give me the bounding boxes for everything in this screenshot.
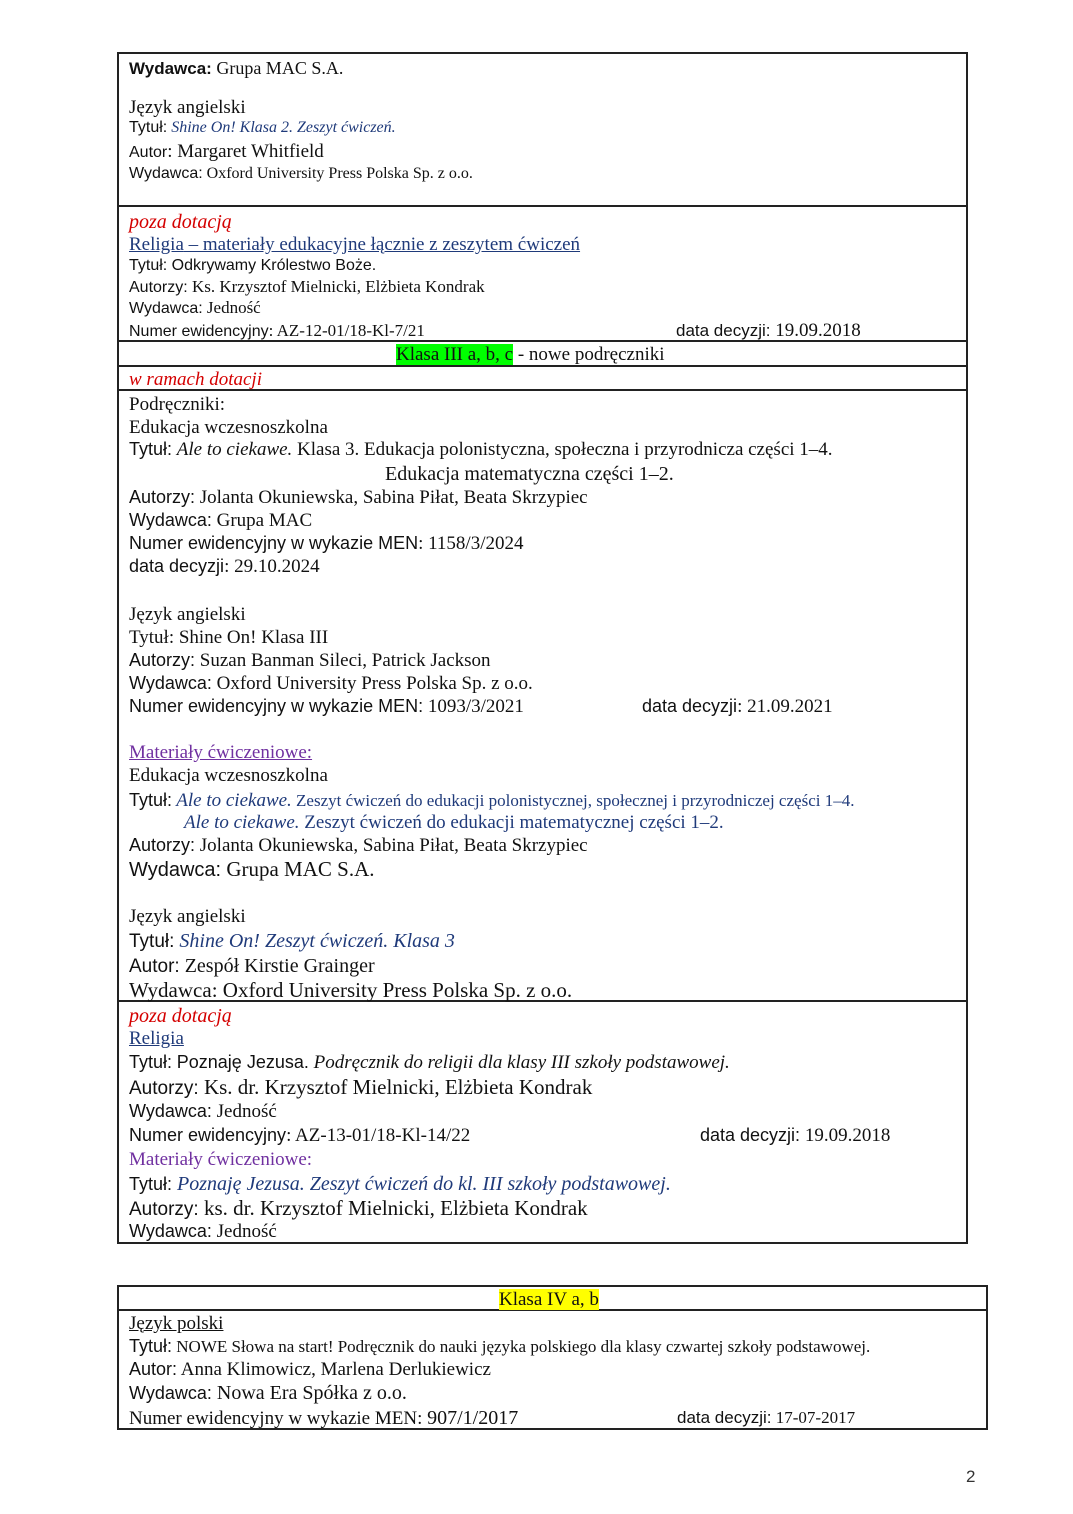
s3-english-title: Tytuł: Shine On! Klasa III xyxy=(129,627,329,648)
s3-english-publisher-value: Oxford University Press Polska Sp. z o.o. xyxy=(216,673,533,694)
s3-english-date-line xyxy=(642,697,833,716)
s1-publisher-label: Wydawca: xyxy=(129,165,203,182)
klasa3-heading-highlight: Klasa III a, b, c xyxy=(396,344,514,365)
s3-exercise-title-italic: Ale to ciekawe. xyxy=(176,790,292,811)
s2-date-line xyxy=(676,321,861,340)
s4-exercise-title-label: Tytuł: xyxy=(129,1174,173,1194)
s3-english-date-label: data decyzji xyxy=(642,696,738,716)
row-divider xyxy=(117,205,968,207)
s3-exercise-english-title-value: Shine On! Zeszyt ćwiczeń. Klasa 3 xyxy=(179,930,455,952)
klasa4-date-line xyxy=(677,1409,855,1426)
klasa4-heading-highlight: Klasa IV a, b xyxy=(499,1289,599,1310)
s3-authors-line xyxy=(129,488,588,507)
s1-publisher-line xyxy=(129,166,473,182)
s3-exercise-authors-value: Jolanta Okuniewska, Sabina Piłat, Beata Skrzypiec xyxy=(199,835,588,856)
s3-exercise-title-line2 xyxy=(184,813,724,832)
s3-number-line xyxy=(129,534,523,553)
s3-english-authors-value: Suzan Banman Sileci, Patrick Jackson xyxy=(199,650,491,671)
klasa4-date-value: 17-07-2017 xyxy=(775,1408,856,1427)
s3-exercise-publisher-label: Wydawca: xyxy=(129,859,222,881)
s4-publisher-line xyxy=(129,1102,277,1121)
s3-english-number-label: Numer ewidencyjny w wykazie MEN: xyxy=(129,696,424,716)
s4-number-value: : AZ-13-01/18-Kl-14/22 xyxy=(286,1125,471,1146)
s2-publisher-line xyxy=(129,299,261,317)
s3-english-authors-line xyxy=(129,651,491,670)
klasa4-number-value: 907/1/2017 xyxy=(427,1407,519,1429)
s3-english-number-value: 1093/3/2021 xyxy=(427,696,524,717)
klasa4-author-value: Anna Klimowicz, Marlena Derlukiewicz xyxy=(180,1359,491,1380)
s3-date-line xyxy=(129,557,320,576)
klasa4-publisher-value: Nowa Era Spółka z o.o. xyxy=(216,1382,407,1404)
s1-title-label: Tytuł: xyxy=(129,119,168,136)
s2-authors-label: Autorzy: xyxy=(129,279,188,296)
klasa3-heading-rest: - nowe podręczniki xyxy=(513,344,665,365)
s4-exercise-materials-heading: Materiały ćwiczeniowe: xyxy=(129,1149,313,1170)
s4-authors-value: Ks. dr. Krzysztof Mielnicki, Elżbieta Kondrak xyxy=(203,1075,593,1099)
klasa4-author-label: Autor: xyxy=(129,1359,178,1379)
s3-exercise-english-author-value: Zespół Kirstie Grainger xyxy=(184,955,375,977)
page-number: 2 xyxy=(966,1467,976,1486)
klasa4-number-label: Numer ewidencyjny w wykazie MEN: xyxy=(129,1408,423,1429)
s4-number-line xyxy=(129,1126,470,1145)
s4-exercise-title-line xyxy=(129,1174,671,1194)
s3-english-publisher-line xyxy=(129,674,533,693)
s2-number-value: : AZ-12-01/18-Kl-7/21 xyxy=(268,321,425,340)
s3-authors-label: Autorzy: xyxy=(129,487,196,507)
s2-religion-desc: – materiały edukacyjne łącznie z zeszytem ćwiczeń xyxy=(183,234,581,255)
s3-exercise-authors-line xyxy=(129,836,588,855)
s3-number-value: : 1158/3/2024 xyxy=(418,533,524,554)
s1-author-line xyxy=(129,142,324,161)
s2-date-label: data decyzji: xyxy=(676,321,771,340)
s4-authors-label: Autorzy: xyxy=(129,1078,199,1099)
s3-exercise-publisher-value: Grupa MAC S.A. xyxy=(226,857,375,881)
s3-publisher-value: Grupa MAC xyxy=(216,510,313,531)
s3-exercise-title-line xyxy=(129,791,854,810)
s4-title-italic: Podręcznik do religii dla klasy III szkoły podstawowej. xyxy=(308,1052,730,1073)
s1-title-line xyxy=(129,120,396,136)
s1-author-label: Autor xyxy=(129,144,168,161)
s4-date-line xyxy=(700,1126,890,1145)
klasa4-publisher-label: Wydawca: xyxy=(129,1383,212,1403)
s2-religion-line xyxy=(129,235,580,254)
klasa4-date-label: data decyzji: xyxy=(677,1408,772,1427)
klasa4-title-line xyxy=(129,1337,870,1355)
s2-publisher-value: Jedność xyxy=(206,298,261,317)
s3-authors-value: Jolanta Okuniewska, Sabina Piłat, Beata Skrzypiec xyxy=(199,487,588,508)
s3-exercise-materials-heading: Materiały ćwiczeniowe: xyxy=(129,742,313,763)
klasa3-heading xyxy=(396,345,665,364)
s3-exercise-publisher-line xyxy=(129,859,375,880)
s3-title-line2: Edukacja matematyczna części 1–2. xyxy=(385,463,674,485)
klasa4-author-line xyxy=(129,1360,491,1379)
s3-exercise-english-heading: Język angielski xyxy=(129,906,246,927)
klasa4-number-line xyxy=(129,1408,518,1428)
s4-exercise-authors-label: Autorzy: xyxy=(129,1199,199,1220)
row-divider xyxy=(117,365,968,367)
s3-exercise-authors-label: Autorzy: xyxy=(129,835,196,855)
s4-publisher-value: Jedność xyxy=(216,1101,277,1122)
s4-title-label: Tytuł: xyxy=(129,1052,173,1072)
s3-publisher-line xyxy=(129,511,312,530)
s3-english-date-value: : 21.09.2021 xyxy=(737,696,833,717)
s1-author-value: : Margaret Whitfield xyxy=(167,141,324,162)
s4-number-label: Numer ewidencyjny xyxy=(129,1125,287,1145)
s2-number-line xyxy=(129,322,425,340)
s3-exercise-subject: Edukacja wczesnoszkolna xyxy=(129,765,328,786)
s3-english-authors-label: Autorzy: xyxy=(129,650,196,670)
s3-english-publisher-label: Wydawca: xyxy=(129,673,212,693)
s4-authors-line xyxy=(129,1077,592,1098)
s2-publisher-label: Wydawca: xyxy=(129,300,203,317)
s3-exercise-english-publisher: Wydawca: Oxford University Press Polska Sp. z o.o. xyxy=(129,978,573,1002)
klasa4-title-label: Tytuł: xyxy=(129,1336,173,1356)
s4-date-value: 19.09.2018 xyxy=(804,1125,891,1146)
s3-date-label: data decyzji xyxy=(129,556,225,576)
s4-exercise-publisher-value: Jedność xyxy=(216,1221,277,1242)
s3-exercise-title-rest: Zeszyt ćwiczeń do edukacji polonistycznej, społecznej i przyrodniczej części 1–4. xyxy=(291,791,855,810)
s3-exercise-title2-italic: Ale to ciekawe. xyxy=(184,812,300,833)
s3-exercise-title2-rest: Zeszyt ćwiczeń do edukacji matematycznej części 1–2. xyxy=(299,812,724,833)
s4-exercise-publisher-line xyxy=(129,1222,277,1241)
s4-title-line xyxy=(129,1053,730,1072)
s3-title-rest: Klasa 3. Edukacja polonistyczna, społeczna i przyrodnicza części 1–4. xyxy=(292,439,833,460)
s3-textbooks-heading: Podręczniki: xyxy=(129,394,226,415)
s1-wydawca-value: Grupa MAC S.A. xyxy=(216,58,344,78)
s1-wydawca-line xyxy=(129,59,343,77)
klasa4-title-value: NOWE Słowa na start! Podręcznik do nauki języka polskiego dla klasy czwartej szkoły podstawowej. xyxy=(176,1337,871,1356)
s4-outside-subsidy: poza dotacją xyxy=(129,1005,232,1027)
s2-number-label: Numer ewidencyjny xyxy=(129,323,269,340)
s1-publisher-value: Oxford University Press Polska Sp. z o.o. xyxy=(206,165,473,182)
s3-title-line xyxy=(129,440,833,459)
s3-exercise-title-label: Tytuł: xyxy=(129,790,173,810)
s4-exercise-title-value: Poznaję Jezusa. Zeszyt ćwiczeń do kl. III szkoły podstawowej. xyxy=(177,1173,671,1195)
s4-exercise-authors-value: ks. dr. Krzysztof Mielnicki, Elżbieta Kondrak xyxy=(203,1196,588,1220)
s2-date-value: 19.09.2018 xyxy=(775,320,861,341)
s4-exercise-publisher-label: Wydawca: xyxy=(129,1221,212,1241)
s3-number-label: Numer ewidencyjny w wykazie MEN xyxy=(129,533,419,553)
klasa4-publisher-line xyxy=(129,1383,407,1403)
s2-religion-link[interactable]: Religia xyxy=(129,234,184,255)
s2-authors-value: Ks. Krzysztof Mielnicki, Elżbieta Kondrak xyxy=(191,277,485,296)
s3-title-label: Tytuł: xyxy=(129,439,173,459)
s4-religion-link[interactable]: Religia xyxy=(129,1028,184,1049)
klasa4-heading xyxy=(499,1290,599,1309)
s3-exercise-english-title-line xyxy=(129,931,455,951)
s2-title: Tytuł: Odkrywamy Królestwo Boże. xyxy=(129,257,377,274)
s2-authors-line xyxy=(129,278,485,296)
s3-english-heading: Język angielski xyxy=(129,604,246,625)
s3-english-number-line xyxy=(129,697,524,716)
s4-publisher-label: Wydawca: xyxy=(129,1101,212,1121)
s3-subsidy: w ramach dotacji xyxy=(129,369,262,390)
s4-exercise-authors-line xyxy=(129,1198,588,1219)
s4-title-bold: Poznaję Jezusa. xyxy=(176,1052,309,1072)
s3-date-value: : 29.10.2024 xyxy=(224,556,320,577)
s3-exercise-english-author-label: Autor: xyxy=(129,956,180,977)
s2-outside-subsidy: poza dotacją xyxy=(129,211,232,233)
s3-exercise-english-author-line xyxy=(129,956,375,976)
s3-title-italic: Ale to ciekawe. xyxy=(176,439,293,460)
s4-date-label: data decyzji: xyxy=(700,1125,801,1145)
s1-wydawca-label: Wydawca: xyxy=(129,59,212,78)
s3-publisher-label: Wydawca: xyxy=(129,510,212,530)
s3-subject: Edukacja wczesnoszkolna xyxy=(129,417,328,438)
s1-title-value: Shine On! Klasa 2. Zeszyt ćwiczeń. xyxy=(171,119,396,136)
s1-language: Język angielski xyxy=(129,97,246,118)
s3-exercise-english-title-label: Tytuł: xyxy=(129,931,175,952)
klasa4-subject: Język polski xyxy=(129,1313,224,1334)
